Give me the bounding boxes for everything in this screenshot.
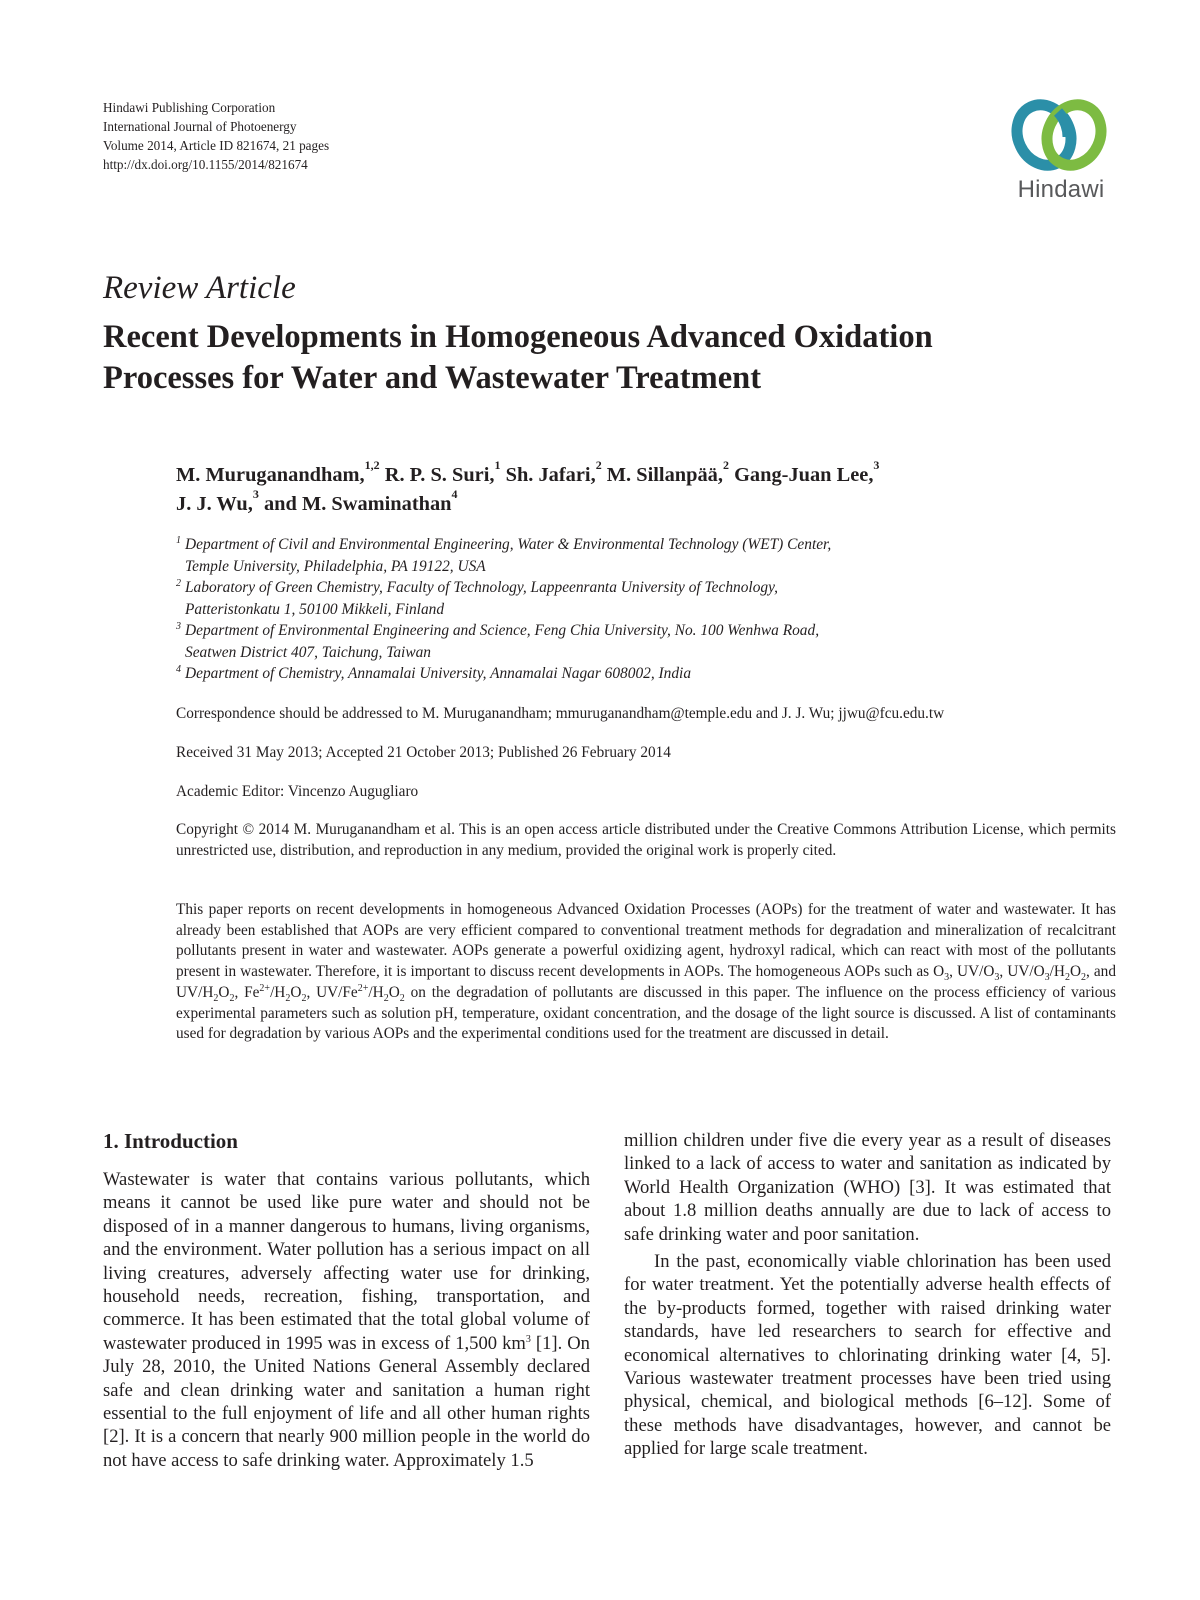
affiliation: [176, 577, 1136, 620]
affiliation-line: Department of Environmental Engineering and Science, Feng Chia University, No. 100 Wenhwa Road,: [185, 622, 820, 639]
body-paragraph: million children under five die every year as a result of diseases linked to a lack of access to water and sanitation as indicated by World Health Organization (WHO) [3]. It was estimated that about 1.8 million deaths annually are due to lack of access to safe drinking water and poor sanitation.: [624, 1130, 1111, 1245]
hindawi-wordmark: Hindawi: [1017, 176, 1105, 203]
author: M. Muruganandham,: [176, 464, 365, 486]
body-paragraph: In the past, economically viable chlorination has been used for water treatment. Yet the potentially adverse health effects of the by-products formed, together with raised drinking water standards, have led researchers to search for effective and economical alternatives to chlorinating drinking water [4, 5]. Various wastewater treatment processes have been tried using physical, chemical, and biological methods [6–12]. Some of these methods have disadvantages, however, and cannot be applied for large scale treatment.: [624, 1251, 1111, 1460]
body-text: Wastewater is water that contains various pollutants, which means it cannot be used like pure water and should not be disposed of in a manner dangerous to humans, living organisms, and the environment. Water pollution has a serious impact on all living creatures, adversely affecting water use for drinking, household needs, recreation, fishing, transportation, and commerce. It has been estimated that the total global volume of wastewater produced in 1995 was in excess of 1,500 km: [103, 1169, 590, 1354]
author-affiliation-mark: 3: [873, 458, 880, 472]
affiliation-line: Department of Chemistry, Annamalai University, Annamalai Nagar 608002, India: [185, 665, 692, 682]
author: Sh. Jafari,: [505, 464, 596, 486]
affiliation-number: 4: [176, 664, 181, 675]
affiliation-line: Seatwen District 407, Taichung, Taiwan: [185, 643, 431, 661]
abstract-text: on the degradation of pollutants are discussed in this paper. The influence on the process efficiency of various experimental parameters such as solution pH, temperature, oxidant concentration, and the dosage of the light source is discussed. A list of contaminants used for degradation by various AOPs and the experimental conditions used for the treatment are discussed in detail.: [176, 983, 1116, 1043]
affiliation: [176, 620, 1136, 663]
copyright-notice: Copyright © 2014 M. Muruganandham et al. This is an open access article distributed under the Creative Commons Attribution License, which permits unrestricted use, distribution, and reproduction in any medium, provided the original work is properly cited.: [176, 821, 1116, 859]
title-line-2: Processes for Water and Wastewater Treatment: [103, 360, 762, 396]
affiliation-number: 2: [176, 578, 181, 589]
affiliation-line: Patteristonkatu 1, 50100 Mikkeli, Finland: [185, 600, 445, 618]
academic-editor: Academic Editor: Vincenzo Augugliaro: [176, 783, 419, 800]
affiliation-number: 3: [176, 621, 181, 632]
author: R. P. S. Suri,: [384, 464, 495, 486]
abstract: This paper reports on recent developments in homogeneous Advanced Oxidation Processes (AOPs) for the treatment of water and wastewater. It has already been established that AOPs are very efficient compared to conventional treatment methods for degradation and mineralization of recalcitrant pollutants present in water and wastewater. AOPs generate a powerful oxidizing agent, hydroxyl radical, which can react with most of the pollutants present in wastewater. Therefore, it is important to discuss recent developments in AOPs. The homogeneous AOPs such as $O_3$, $UV/O_3$, $UV/O_3/H_2O_2$, and $UV/H_2O_2$, $Fe^{2+}/H_2O_2$, $UV/Fe^{2+}/H_2O_2$ on the degradation of pollutants are discussed in this paper. The influence on the process efficiency of various experimental parameters such as solution pH, temperature, oxidant concentration, and the dosage of the light source is discussed. A list of contaminants used for degradation by various AOPs and the experimental conditions used for the treatment are discussed in detail.: [176, 901, 1116, 1043]
body-paragraph: Wastewater is water that contains various pollutants, which means it cannot be used like pure water and should not be disposed of in a manner dangerous to humans, living organisms, and the environment. Water pollution has a serious impact on all living creatures, adversely affecting water use for drinking, household needs, recreation, fishing, transportation, and commerce. It has been estimated that the total global volume of wastewater produced in 1995 was in excess of 1,500 $km^3$ [1]. On July 28, 2010, the United Nations General Assembly declared safe and clean drinking water and sanitation a human right essential to the full enjoyment of life and all other human rights [2]. It is a concern that nearly 900 million people in the world do not have access to safe drinking water. Approximately 1.5: [103, 1169, 590, 1471]
affiliation: [176, 534, 1136, 577]
affiliation-line: Laboratory of Green Chemistry, Faculty of Technology, Lappeenranta University of Technology,: [185, 579, 778, 596]
publisher-name: Hindawi Publishing Corporation: [103, 100, 276, 115]
body-text: [1]. On July 28, 2010, the United Nations General Assembly declared safe and clean drinking water and sanitation a human right essential to the full enjoyment of life and all other human rights [2]. It is a concern that nearly 900 million people in the world do not have access to safe drinking water. Approximately 1.5: [103, 1332, 590, 1471]
publication-dates: Received 31 May 2013; Accepted 21 October 2013; Published 26 February 2014: [176, 744, 671, 761]
title-line-1: Recent Developments in Homogeneous Advanced Oxidation: [103, 319, 933, 355]
author: M. Sillanpää,: [606, 464, 723, 486]
correspondence: Correspondence should be addressed to M. Muruganandham; mmuruganandham@temple.edu and J. J. Wu; jjwu@fcu.edu.tw: [176, 705, 945, 722]
journal-header: [103, 98, 329, 174]
affiliation-line: Department of Civil and Environmental Engineering, Water & Environmental Technology (WET) Center,: [185, 536, 832, 553]
affiliation-number: 1: [176, 535, 181, 546]
author-affiliation-mark: 2: [722, 458, 729, 472]
author: and M. Swaminathan: [263, 493, 452, 515]
author: J. J. Wu,: [176, 493, 253, 515]
doi-link[interactable]: http://dx.doi.org/10.1155/2014/821674: [103, 157, 308, 172]
article-title: [103, 317, 1103, 399]
section-heading: 1. Introduction: [103, 1129, 238, 1153]
affiliation-list: [176, 534, 1136, 685]
journal-name: International Journal of Photoenergy: [103, 119, 297, 134]
abstract-text: This paper reports on recent developments in homogeneous Advanced Oxidation Processes (AOPs) for the treatment of water and wastewater. It has already been established that AOPs are very efficient compared to conventional treatment methods for degradation and mineralization of recalcitrant pollutants present in water and wastewater. AOPs generate a powerful oxidizing agent, hydroxyl radical, which can react with most of the pollutants present in wastewater. Therefore, it is important to discuss recent developments in AOPs. The homogeneous AOPs such as O: [176, 901, 1116, 980]
affiliation-line: Temple University, Philadelphia, PA 19122, USA: [185, 557, 486, 575]
author-affiliation-mark: 4: [451, 487, 458, 501]
article-type: Review Article: [103, 270, 296, 306]
left-column: [103, 1128, 590, 1472]
author-list: [176, 458, 1136, 519]
author-affiliation-mark: 1,2: [364, 458, 380, 472]
affiliation: [176, 663, 1136, 685]
volume-info: Volume 2014, Article ID 821674, 21 pages: [103, 138, 330, 153]
author: Gang-Juan Lee,: [734, 464, 874, 486]
author-affiliation-mark: 2: [595, 458, 602, 472]
right-column: [624, 1129, 1111, 1461]
author-affiliation-mark: 1: [494, 458, 501, 472]
author-affiliation-mark: 3: [252, 487, 259, 501]
